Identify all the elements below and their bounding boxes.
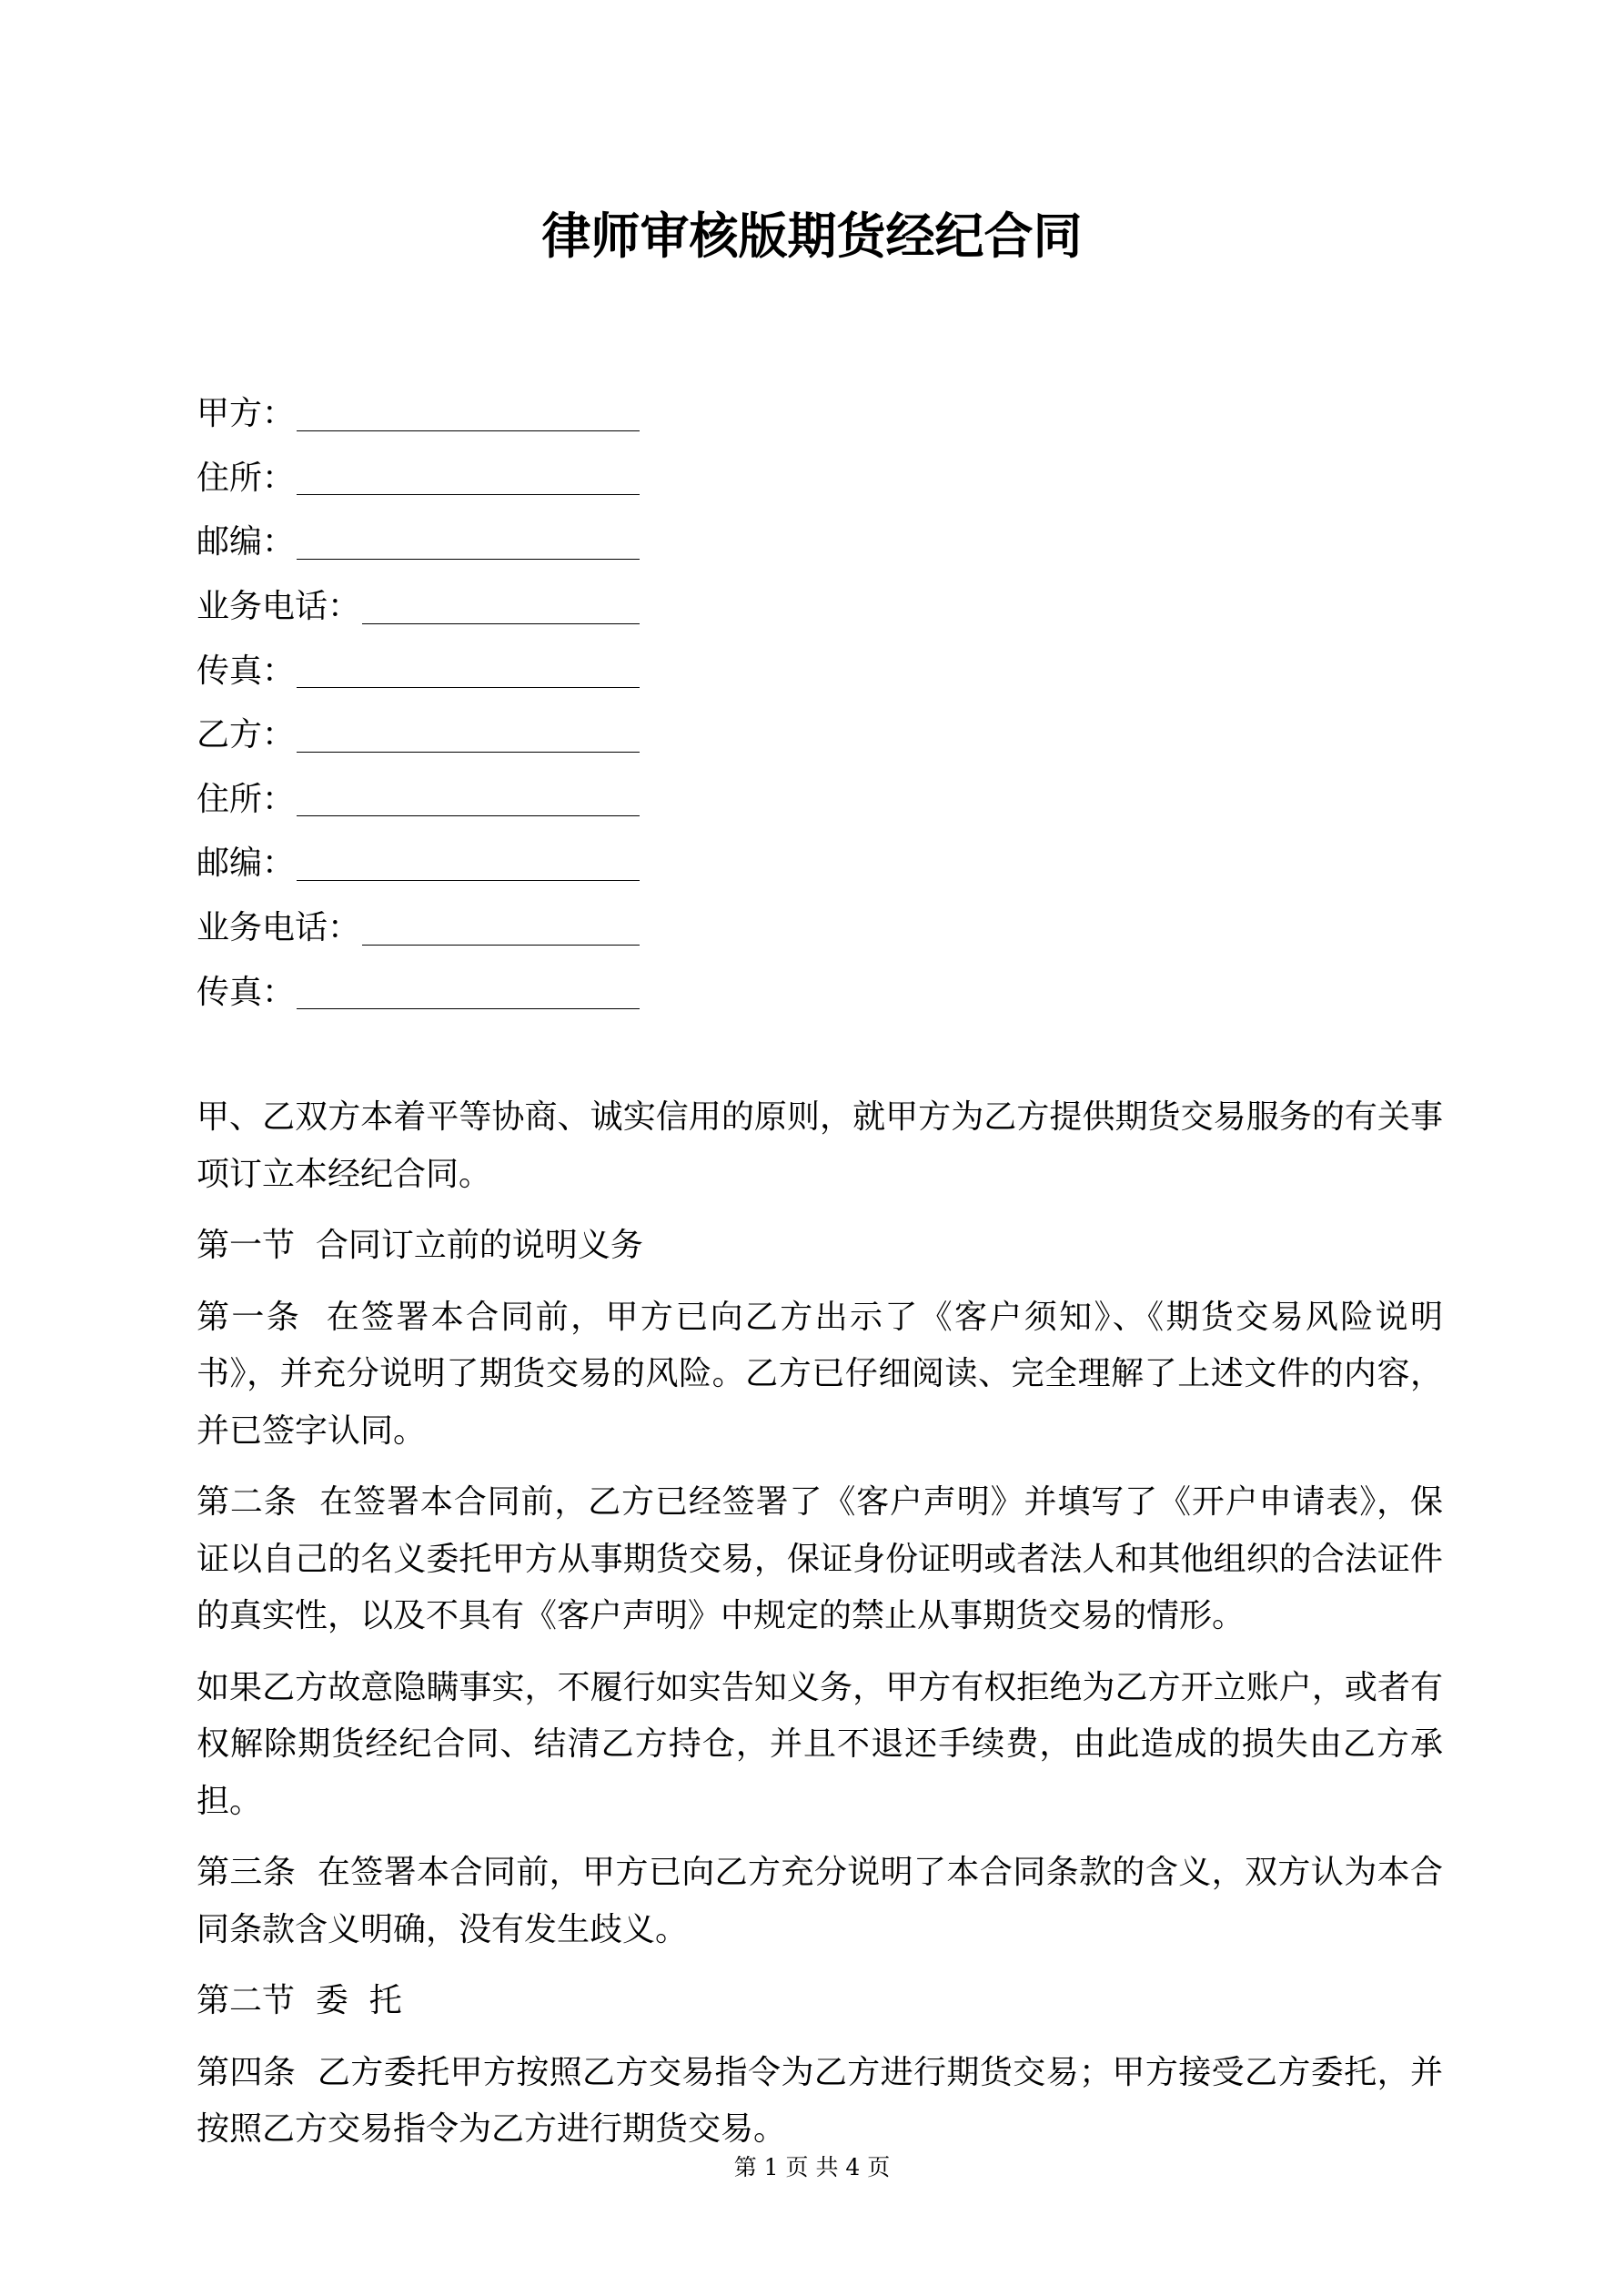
field-label: 邮编： [197, 845, 296, 883]
field-label: 业务电话： [197, 588, 361, 626]
section-heading: 第二节 委 托 [197, 1982, 402, 2019]
field-party-b-address [197, 768, 640, 833]
preamble-paragraph: 甲、乙双方本着平等协商、诚实信用的原则，就甲方为乙方提供期货交易服务的有关事项订立本经纪合同。 [197, 1098, 1443, 1193]
blank-line [297, 719, 640, 753]
blank-line [297, 461, 640, 495]
field-party-b-postcode [197, 832, 640, 896]
page-number: 第 1 页 共 4 页 [733, 2154, 891, 2180]
field-label: 传真： [197, 973, 296, 1011]
document-title: 律师审核版期货经纪合同 [541, 207, 1083, 265]
field-party-b-phone [197, 896, 640, 961]
article-paragraph: 第四条 乙方委托甲方按照乙方交易指令为乙方进行期货交易；甲方接受乙方委托，并按照乙方交易指令为乙方进行期货交易。 [197, 2053, 1443, 2148]
field-party-a-address [197, 447, 640, 511]
blank-line [297, 398, 640, 431]
contract-body [197, 1089, 1443, 2173]
field-party-b-fax [197, 960, 640, 1025]
blank-line [362, 912, 640, 946]
field-party-b [197, 703, 640, 768]
field-label: 住所： [197, 780, 296, 818]
field-party-a [197, 382, 640, 447]
blank-line [297, 976, 640, 1009]
field-party-a-postcode [197, 511, 640, 575]
field-label: 业务电话： [197, 909, 361, 947]
field-party-a-fax [197, 639, 640, 703]
field-label: 甲方： [197, 395, 296, 433]
party-info-fields [197, 382, 640, 1025]
blank-line [297, 783, 640, 816]
field-party-a-phone [197, 575, 640, 640]
article-paragraph: 第三条 在签署本合同前，甲方已向乙方充分说明了本合同条款的含义，双方认为本合同条款含义明确，没有发生歧义。 [197, 1854, 1443, 1948]
article-paragraph: 如果乙方故意隐瞒事实，不履行如实告知义务，甲方有权拒绝为乙方开立账户，或者有权解除期货经纪合同、结清乙方持仓，并且不退还手续费，由此造成的损失由乙方承担。 [197, 1668, 1443, 1820]
blank-line [297, 654, 640, 688]
field-label: 乙方： [197, 716, 296, 754]
blank-line [297, 526, 640, 560]
blank-line [297, 847, 640, 881]
field-label: 住所： [197, 459, 296, 497]
field-label: 邮编： [197, 523, 296, 561]
blank-line [362, 591, 640, 624]
article-paragraph: 第一条 在签署本合同前，甲方已向乙方出示了《客户须知》、《期货交易风险说明书》，并充分说明了期货交易的风险。乙方已仔细阅读、完全理解了上述文件的内容，并已签字认同。 [197, 1298, 1443, 1450]
article-paragraph: 第二条 在签署本合同前，乙方已经签署了《客户声明》并填写了《开户申请表》，保证以自己的名义委托甲方从事期货交易，保证身份证明或者法人和其他组织的合法证件的真实性，以及不具有《客户声明》中规定的禁止从事期货交易的情形。 [197, 1483, 1443, 1634]
field-label: 传真： [197, 652, 296, 690]
section-heading: 第一节 合同订立前的说明义务 [197, 1227, 643, 1264]
